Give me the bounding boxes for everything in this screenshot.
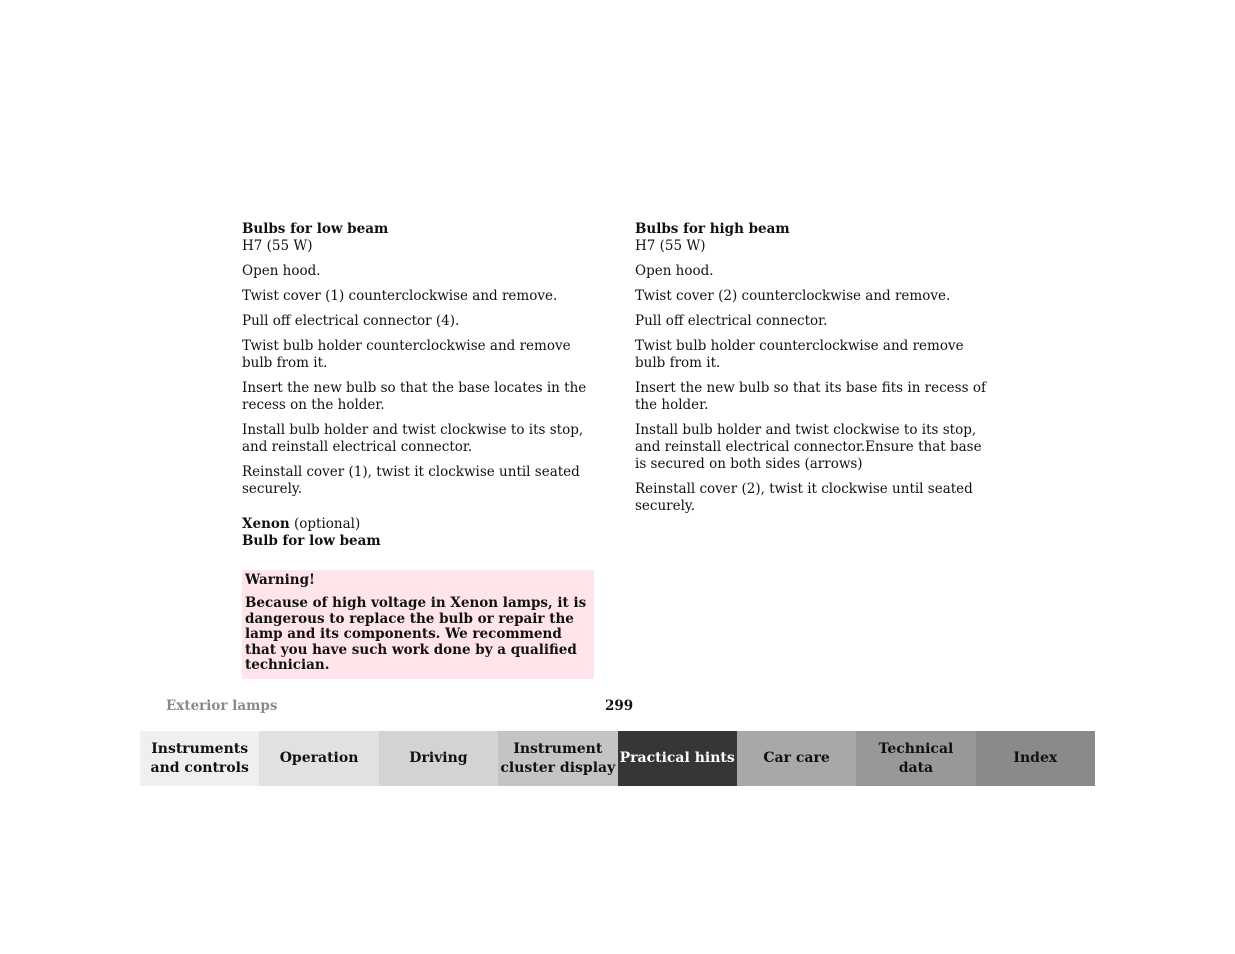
warning-box [242, 570, 594, 679]
section-title: Exterior lamps [166, 698, 278, 714]
warning-title: Warning! [245, 572, 315, 588]
high-beam-spec: H7 (55 W) [635, 238, 706, 254]
low-beam-heading: Bulbs for low beam [242, 221, 389, 237]
left-column [242, 221, 594, 679]
high-beam-step: Twist bulb holder counterclockwise and remove bulb from it. [635, 338, 964, 371]
tab-instruments-and-controls[interactable]: Instruments and controls [140, 731, 259, 786]
high-beam-step: Twist cover (2) counterclockwise and remove. [635, 288, 951, 304]
high-beam-step: Reinstall cover (2), twist it clockwise until seated securely. [635, 481, 973, 514]
high-beam-step: Insert the new bulb so that its base fits in recess of the holder. [635, 380, 986, 413]
low-beam-step: Insert the new bulb so that the base locates in the recess on the holder. [242, 380, 587, 413]
chapter-nav-bar [140, 731, 1095, 786]
low-beam-step: Twist cover (1) counterclockwise and remove. [242, 288, 558, 304]
tab-practical-hints[interactable]: Practical hints [618, 731, 737, 786]
tab-technical-data[interactable]: Technical data [856, 731, 975, 786]
high-beam-step: Install bulb holder and twist clockwise to its stop, and reinstall electrical connector.Ensure that base is secured on both sides (arrows) [635, 422, 982, 472]
low-beam-step: Pull off electrical connector (4). [242, 313, 460, 329]
page-number: 299 [605, 698, 634, 714]
xenon-optional-note: (optional) [289, 516, 361, 532]
warning-text: Because of high voltage in Xenon lamps, it is dangerous to replace the bulb or repair the lamp and its components. We recommend that you have such work done by a qualified technician. [245, 595, 587, 674]
low-beam-step: Open hood. [242, 263, 321, 279]
xenon-heading [242, 516, 594, 533]
low-beam-step: Twist bulb holder counterclockwise and remove bulb from it. [242, 338, 571, 371]
tab-car-care[interactable]: Car care [737, 731, 856, 786]
xenon-subheading: Bulb for low beam [242, 533, 381, 549]
tab-instrument-cluster-display[interactable]: Instrument cluster display [498, 731, 617, 786]
high-beam-step: Open hood. [635, 263, 714, 279]
low-beam-step: Install bulb holder and twist clockwise to its stop, and reinstall electrical connector. [242, 422, 584, 455]
low-beam-spec: H7 (55 W) [242, 238, 313, 254]
tab-index[interactable]: Index [976, 731, 1095, 786]
xenon-label: Xenon [242, 516, 290, 532]
tab-driving[interactable]: Driving [379, 731, 498, 786]
right-column [635, 221, 987, 515]
high-beam-heading: Bulbs for high beam [635, 221, 790, 237]
high-beam-step: Pull off electrical connector. [635, 313, 828, 329]
low-beam-step: Reinstall cover (1), twist it clockwise until seated securely. [242, 464, 580, 497]
tab-operation[interactable]: Operation [259, 731, 378, 786]
